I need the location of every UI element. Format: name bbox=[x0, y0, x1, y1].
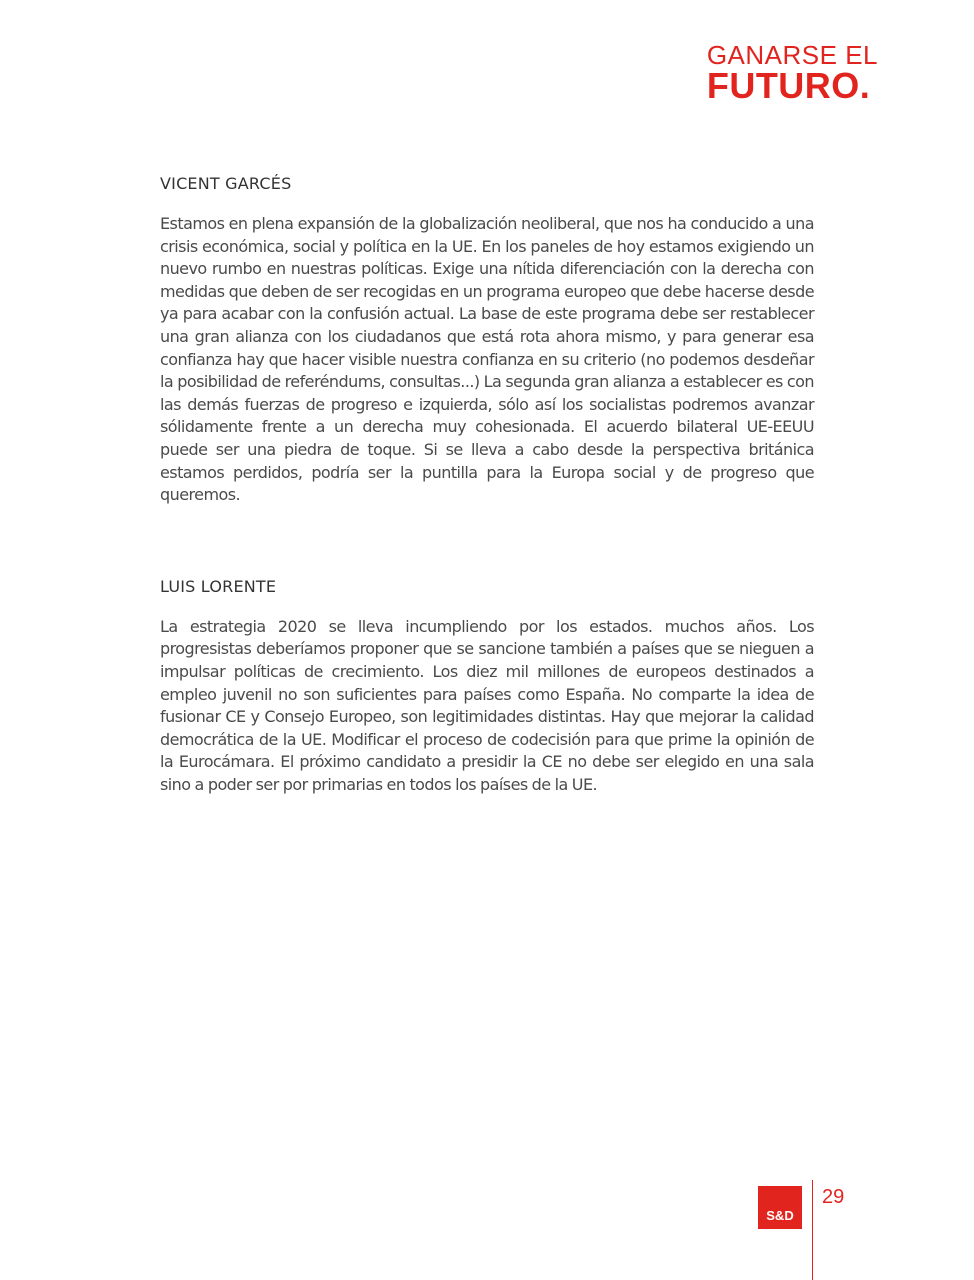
brand-line-1: GANARSE EL bbox=[706, 40, 878, 70]
speaker-name: LUIS LORENTE bbox=[160, 576, 277, 596]
page-number: 29 bbox=[822, 1186, 845, 1208]
footer-divider bbox=[812, 1180, 813, 1280]
speaker-section-lorente bbox=[160, 577, 814, 797]
brand-line-2: FUTURO. bbox=[706, 65, 871, 106]
speaker-name: VICENT GARCÉS bbox=[160, 174, 292, 193]
sd-logo bbox=[758, 1186, 802, 1229]
speaker-statement: La estrategia 2020 se lleva incumpliendo por los estados. muchos años. Los progresistas deberíamos proponer que se sancione también a países que se nieguen a impulsar políticas de crecimiento. Los diez mil millones de europeos destinados a empleo juvenil no son suficientes para países como España. No comparte la idea de fusionar CE y Consejo Europeo, son legitimidades distintas. Hay que mejorar la calidad democrática de la UE. Modificar el proceso de codecisión para que prime la opinión de la Eurocámara. El próximo candidato a presidir la CE no debe ser elegido en una sala sino a poder ser por primarias en todos los países de la UE. bbox=[160, 616, 814, 794]
speaker-section-garces bbox=[160, 174, 814, 507]
sd-logo-text: S&D bbox=[766, 1208, 794, 1223]
brand-title bbox=[707, 42, 878, 104]
speaker-statement: Estamos en plena expansión de la globalización neoliberal, que nos ha conducido a una crisis económica, social y política en la UE. En los paneles de hoy estamos exigiendo un nuevo rumbo en nuestras políticas. Exige una nítida diferenciación con la derecha con medidas que deben de ser recogidas en un programa europeo que debe hacerse desde ya para acabar con la confusión actual. La base de este programa debe ser restablecer una gran alianza con los ciudadanos que está rota ahora mismo, y para generar esa confianza hay que hacer visible nuestra confianza en su criterio (no podemos desdeñar la posibilidad de referéndums, consultas...) La segunda gran alianza a establecer es con las demás fuerzas de progreso e izquierda, sólo así los socialistas podremos avanzar sólidamente frente a un derecha muy cohesionada. El acuerdo bilateral UE-EEUU puede ser una piedra de toque. Si se lleva a cabo desde la perspectiva británica estamos perdidos, podría ser la puntilla para la Europa social y de progreso que queremos. bbox=[160, 214, 814, 505]
document-body bbox=[160, 174, 814, 796]
